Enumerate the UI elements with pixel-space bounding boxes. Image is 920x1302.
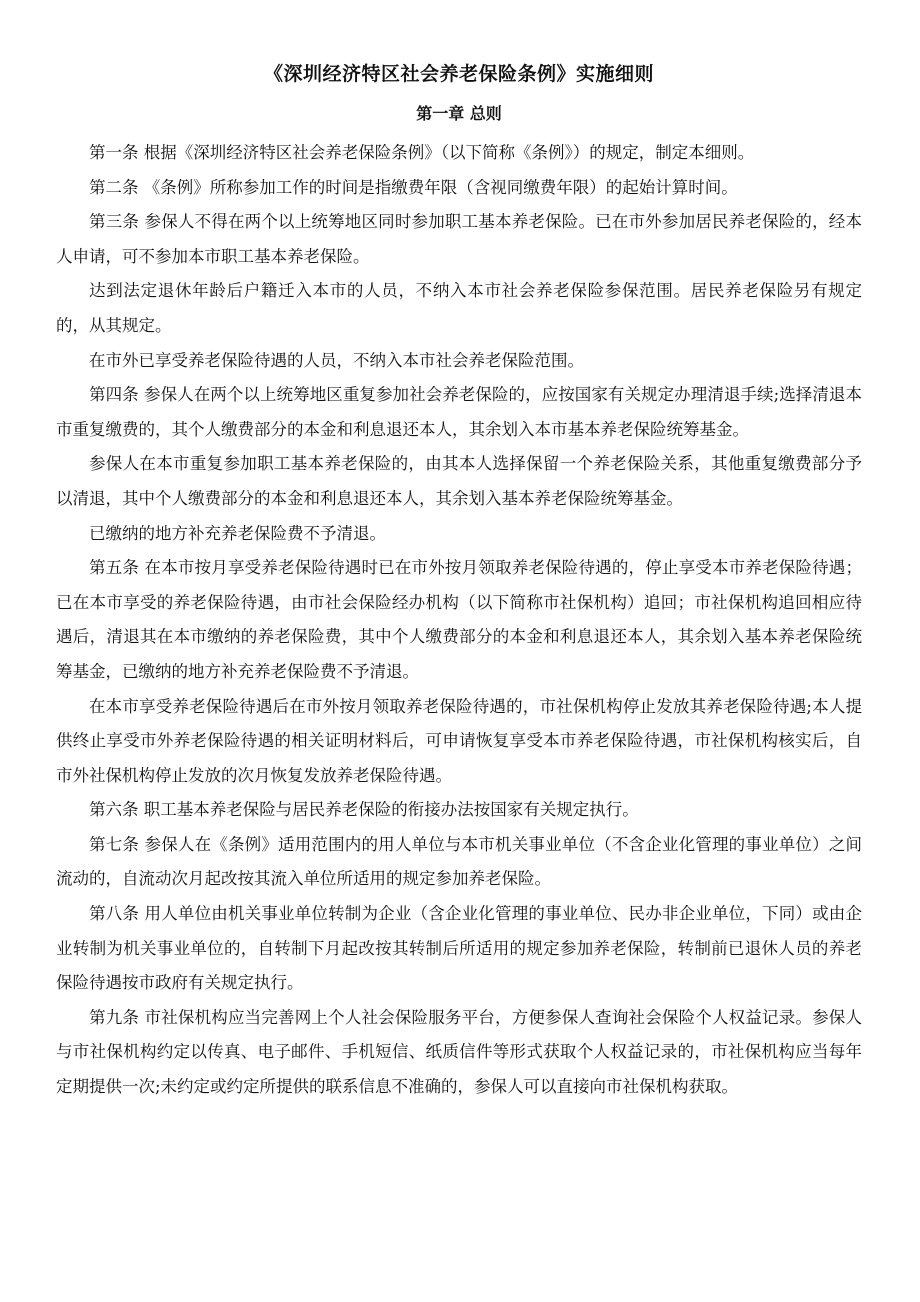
chapter-title: 第一章 总则 (416, 104, 502, 123)
article-1-paragraph: 第一条 根据《深圳经济特区社会养老保险条例》（以下简称《条例》）的规定，制定本细则。 (89, 143, 755, 162)
article-6-paragraph: 第六条 职工基本养老保险与居民养老保险的衔接办法按国家有关规定执行。 (89, 800, 639, 820)
article-3-paragraph-3: 在市外已享受养老保险待遇的人员，不纳入本市社会养老保险范围。 (89, 350, 584, 370)
article-5-paragraph-2: 在本市享受养老保险待遇后在市外按月领取养老保险待遇的，市社保机构停止发放其养老保险待遇;本人提供终止享受市外养老保险待遇的相关证明材料后，可申请恢复享受本市养老保险待遇，市社保机构核实后，自市外社保机构停止发放的次月恢复发放养老保险待遇。 (56, 696, 862, 785)
article-4-paragraph-2: 参保人在本市重复参加职工基本养老保险的，由其本人选择保留一个养老保险关系，其他重复缴费部分予以清退，其中个人缴费部分的本金和利息退还本人，其余划入基本养老保险统筹基金。 (56, 454, 862, 508)
article-4-paragraph: 第四条 参保人在两个以上统筹地区重复参加社会养老保险的，应按国家有关规定办理清退手续;选择清退本市重复缴费的，其个人缴费部分的本金和利息退还本人，其余划入本市基本养老保险统筹基金。 (56, 385, 862, 439)
document-body (56, 136, 862, 1105)
article-3-paragraph-2: 达到法定退休年龄后户籍迁入本市的人员，不纳入本市社会养老保险参保范围。居民养老保险另有规定的，从其规定。 (56, 281, 862, 335)
article-8-paragraph: 第八条 用人单位由机关事业单位转制为企业（含企业化管理的事业单位、民办非企业单位，下同）或由企业转制为机关事业单位的，自转制下月起改按其转制后所适用的规定参加养老保险，转制前已退休人员的养老保险待遇按市政府有关规定执行。 (56, 904, 862, 993)
article-2-paragraph: 第二条 《条例》所称参加工作的时间是指缴费年限（含视同缴费年限）的起始计算时间。 (89, 177, 738, 197)
article-9-paragraph: 第九条 市社保机构应当完善网上个人社会保险服务平台，方便参保人查询社会保险个人权益记录。参保人与市社保机构约定以传真、电子邮件、手机短信、纸质信件等形式获取个人权益记录的，市社保机构应当每年定期提供一次;未约定或约定所提供的联系信息不准确的，参保人可以直接向市社保机构获取。 (56, 1007, 862, 1097)
article-7-paragraph: 第七条 参保人在《条例》适用范围内的用人单位与本市机关事业单位（不含企业化管理的事业单位）之间流动的，自流动次月起改按其流入单位所适用的规定参加养老保险。 (56, 834, 862, 889)
article-4-paragraph-3: 已缴纳的地方补充养老保险费不予清退。 (89, 523, 386, 543)
article-3-paragraph: 第三条 参保人不得在两个以上统筹地区同时参加职工基本养老保险。已在市外参加居民养老保险的，经本人申请，可不参加本市职工基本养老保险。 (56, 212, 862, 266)
article-5-paragraph: 第五条 在本市按月享受养老保险待遇时已在市外按月领取养老保险待遇的，停止享受本市养老保险待遇；已在本市享受的养老保险待遇，由市社会保险经办机构（以下简称市社保机构）追回；市社保机构追回相应待遇后，清退其在本市缴纳的养老保险费，其中个人缴费部分的本金和利息退还本人，其余划入基本养老保险统筹基金，已缴纳的地方补充养老保险费不予清退。 (56, 558, 862, 681)
document-title: 《深圳经济特区社会养老保险条例》实施细则 (263, 63, 654, 85)
